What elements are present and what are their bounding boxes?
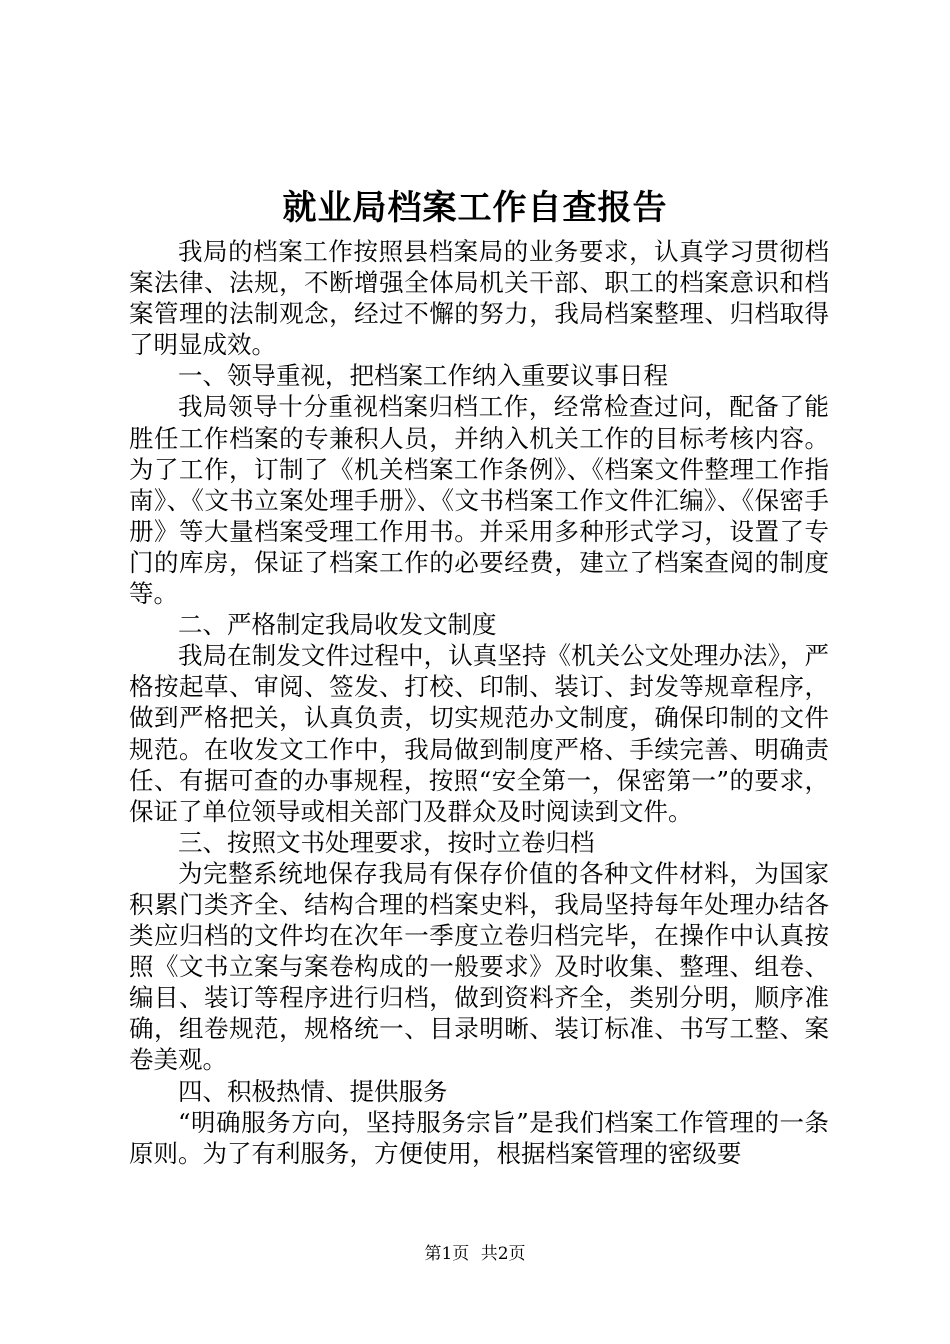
page-footer	[0, 1243, 950, 1265]
section-heading-3: 三、按照文书处理要求，按时立卷归档	[178, 827, 595, 857]
document-body	[129, 236, 829, 1169]
document-title: 就业局档案工作自查报告	[282, 188, 668, 228]
paragraph-intro: 我局的档案工作按照县档案局的业务要求，认真学习贯彻档案法律、法规，不断增强全体局机关干部、职工的档案意识和档案管理的法制观念，经过不懈的努力，我局档案整理、归档取得了明显成效。	[129, 237, 829, 360]
paragraph-section-4: “明确服务方向，坚持服务宗旨”是我们档案工作管理的一条原则。为了有利服务，方便使用，根据档案管理的密级要	[129, 1107, 829, 1168]
section-heading-2: 二、严格制定我局收发文制度	[178, 610, 497, 640]
page-total: 共2页	[480, 1244, 526, 1264]
page-number: 第1页	[424, 1244, 470, 1264]
paragraph-section-1: 我局领导十分重视档案归档工作，经常检查过问，配备了能胜任工作档案的专兼积人员，并纳入机关工作的目标考核内容。为了工作，订制了《机关档案工作条例》、《档案文件整理工作指南》、《文书立案处理手册》、《文书档案工作文件汇编》、《保密手册》等大量档案受理工作用书。并采用多种形式学习，设置了专门的库房，保证了档案工作的必要经费，建立了档案查阅的制度等。	[129, 392, 829, 609]
paragraph-section-3: 为完整系统地保存我局有保存价值的各种文件材料，为国家积累门类齐全、结构合理的档案史料，我局坚持每年处理办结各类应归档的文件均在次年一季度立卷归档完毕，在操作中认真按照《文书立案与案卷构成的一般要求》及时收集、整理、组卷、编目、装订等程序进行归档，做到资料齐全，类别分明，顺序准确，组卷规范，规格统一、目录明晰、装订标准、书写工整、案卷美观。	[129, 858, 829, 1075]
paragraph-section-2: 我局在制发文件过程中，认真坚持《机关公文处理办法》，严格按起草、审阅、签发、打校、印制、装订、封发等规章程序，做到严格把关，认真负责，切实规范办文制度，确保印制的文件规范。在收发文工作中，我局做到制度严格、手续完善、明确责任、有据可查的办事规程，按照“安全第一，保密第一”的要求，保证了单位领导或相关部门及群众及时阅读到文件。	[129, 641, 829, 826]
section-heading-1: 一、领导重视，把档案工作纳入重要议事日程	[178, 361, 668, 391]
section-heading-4: 四、积极热情、提供服务	[178, 1076, 448, 1106]
